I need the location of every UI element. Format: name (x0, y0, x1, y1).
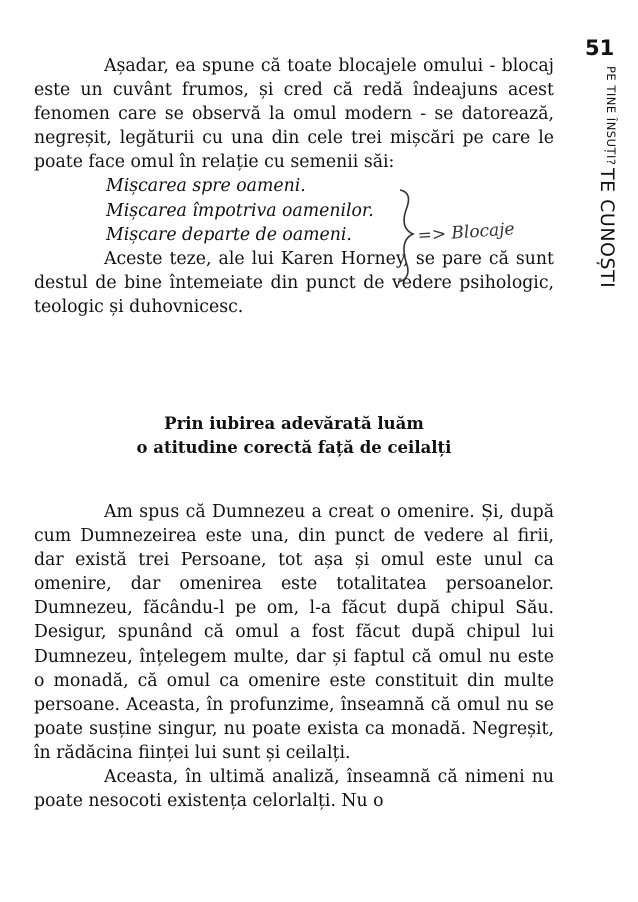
body-section (34, 500, 554, 813)
running-header (596, 66, 618, 288)
section-heading-line: Prin iubirea adevărată luăm (164, 414, 424, 433)
body-paragraph: Aceasta, în ultimă analiză, înseamnă că nimeni nu poate nesocoti existența celorlalți. Nu o (34, 767, 554, 812)
section-heading-line: o atitudine corectă față de ceilalți (136, 438, 452, 457)
intro-paragraph: Așadar, ea spune că toate blocajele omului - blocaj este un cuvânt frumos, și cred că redă îndeajuns acest fenomen care se observă la omul modern - se datorează, negreșit, legăturii cu una din cele trei mișcări pe care le poate face omul în relație cu semenii săi: (34, 56, 554, 173)
handwritten-brace (398, 190, 413, 282)
running-header-subtitle: PE TINE ÎNSUȚI? (604, 66, 618, 166)
handwritten-note: => Blocaje (416, 219, 516, 246)
movement-item: Mișcarea spre oameni. (106, 176, 306, 197)
page-number: 51 (585, 36, 615, 60)
handwritten-annotation (386, 186, 566, 286)
conclusion-paragraph: Aceste teze, ale lui Karen Horney, se pare că sunt destul de bine întemeiate din punct de vedere psihologic, teologic și duhovnicesc. (34, 248, 554, 317)
body-paragraph: Am spus că Dumnezeu a creat o omenire. Și, după cum Dumnezeirea este una, din punct de vedere al firii, dar există trei Persoane, tot așa și omul este unul ca omenire, dar omenirea este totalitatea persoanelor. Dumnezeu, făcându-l pe om, l-a făcut după chipul Său. Desigur, spunând că omul a fost făcut după chipul lui Dumnezeu, înțelegem multe, dar și faptul că omul nu este o monadă, că omul ca omenire este constituit din multe persoane. Aceasta, în profunzime, înseamnă că omul nu se poate susține singur, nu poate exista ca monadă. Negreșit, în rădăcina ființei lui sunt și ceilalți. (34, 502, 554, 763)
running-header-title: TE CUNOȘTI (596, 167, 618, 288)
movement-item: Mișcare departe de oameni. (106, 224, 352, 245)
section-heading (34, 412, 554, 460)
movement-item: Mișcarea împotriva oamenilor. (106, 200, 374, 221)
